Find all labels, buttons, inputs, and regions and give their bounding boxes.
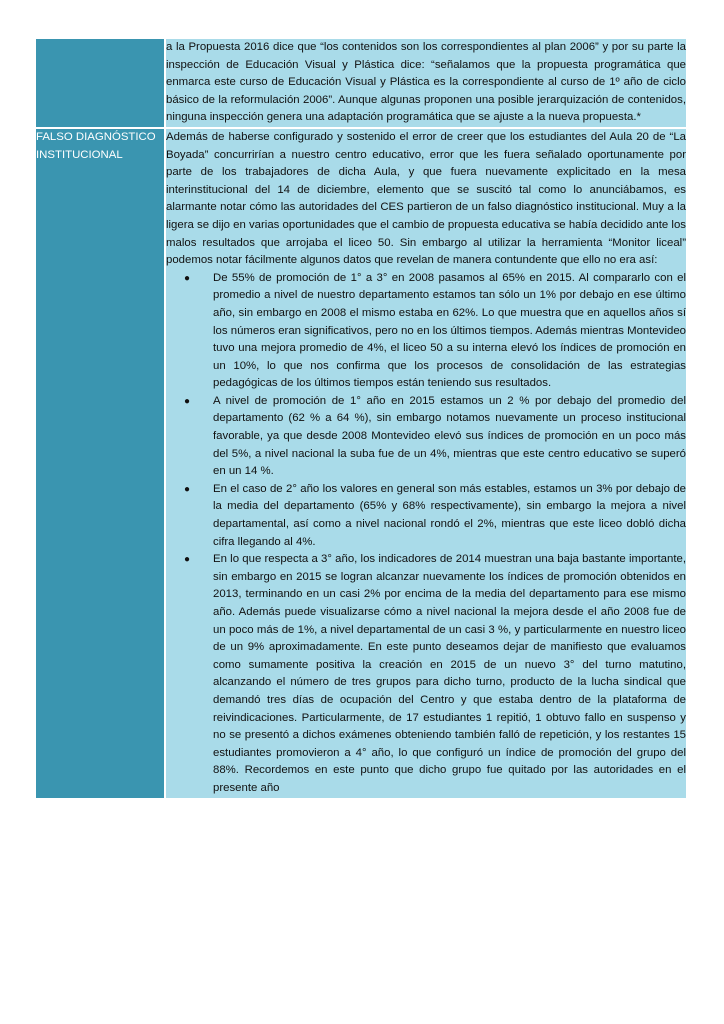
bullet-icon: ● bbox=[184, 483, 191, 495]
document-table bbox=[36, 39, 686, 800]
bullet-text: En el caso de 2° año los valores en general son más estables, estamos un 3% por debajo de la media del departamento (65% y 68% respectivamente), sin embargo la mejora a nivel departamental, así como a nivel nacional rondó el 2%, mientras que este liceo dobló dicha cifra llegando al 4%. bbox=[213, 482, 686, 548]
table-row bbox=[36, 128, 686, 799]
bullet-list bbox=[166, 270, 686, 798]
bullet-icon: ● bbox=[184, 395, 191, 407]
bullet-icon: ● bbox=[184, 272, 191, 284]
bullet-icon: ● bbox=[184, 554, 191, 566]
row-label-falso-diagnostico: FALSO DIAGNÓSTICO INSTITUCIONAL bbox=[36, 128, 165, 799]
row-label-cell bbox=[36, 39, 165, 128]
table-row bbox=[36, 39, 686, 128]
paragraph: Además de haberse configurado y sostenido el error de creer que los estudiantes del Aula 20 de “La Boyada” concurrirían a nuestro centro educativo, error que les fuera señalado oportunamente por parte de los trabajadores de dicha Aula, y que fuera nuevamente explicitado en la mesa interinstitucional del 14 de diciembre, elemento que se suscitó tal como lo anunciábamos, es alarmante notar cómo las autoridades del CES partieron de un falso diagnóstico institucional. Muy a la ligera se dijo en varias oportunidades que el cambio de propuesta educativa se había decidido ante los malos resultados que arrojaba el liceo 50. Sin embargo al utilizar la herramienta “Monitor liceal” podemos notar fácilmente algunos datos que revelan de manera contundente que ello no era así: bbox=[166, 130, 686, 267]
bullet-text: En lo que respecta a 3° año, los indicadores de 2014 muestran una baja bastante importante, sin embargo en 2015 se logran alcanzar nuevamente los índices de promoción obtenidos en 2013, terminando en un casi 2% por encima de la media del departamento para ese mismo año. Además puede visualizarse cómo a nivel nacional la mejora desde el año 2008 fue de un poco más de 1%, a nivel departamental de un casi 3 %, y particularmente en nuestro liceo de un 9% aproximadamente. En este punto deseamos dejar de manifiesto que evaluamos como sumamente positiva la creación en 2015 de un nuevo 3° del turno matutino, alcanzando el número de tres grupos para dicho turno, producto de la lucha sindical que demandó tres días de ocupación del Centro y que estaba dentro de la plataforma de reivindicaciones. Particularmente, de 17 estudiantes 1 repitió, 1 obtuvo fallo en suspenso y no se presentó a dichos exámenes obteniendo también falló de repetición, y los restantes 15 estudiantes promovieron a 4° año, lo que configuró un índice de promoción del grupo del 88%. Recordemos en este punto que dicho grupo fue quitado por las autoridades en el presente año bbox=[213, 553, 686, 794]
row-content-cell bbox=[165, 39, 686, 128]
list-item bbox=[184, 481, 686, 551]
list-item bbox=[184, 551, 686, 797]
list-item bbox=[184, 393, 686, 481]
list-item bbox=[184, 270, 686, 393]
paragraph: a la Propuesta 2016 dice que “los contenidos son los correspondientes al plan 2006” y por su parte la inspección de Educación Visual y Plástica dice: “señalamos que la propuesta programática que enmarca este curso de Educación Visual y Plástica es la correspondiente al curso de 1º año de ciclo básico de la reformulación 2006”. Aunque algunas proponen una posible jerarquización de contenidos, ninguna inspección genera una adaptación programática que se ajuste a la nueva propuesta.* bbox=[166, 41, 686, 124]
bullet-text: A nivel de promoción de 1° año en 2015 estamos un 2 % por debajo del promedio del departamento (62 % a 64 %), sin embargo notamos nuevamente un proceso institucional favorable, ya que desde 2008 Montevideo elevó sus índices de promoción en un poco más del 5%, a nivel nacional la suba fue de un 4%, mientras que este centro educativo se superó en un 14 %. bbox=[213, 394, 686, 478]
row-content-cell bbox=[165, 128, 686, 799]
bullet-text: De 55% de promoción de 1° a 3° en 2008 pasamos al 65% en 2015. Al compararlo con el promedio a nivel de nuestro departamento estamos tan sólo un 1% por debajo en ese último año, sin embargo en 2008 el mismo estaba en 62%. Lo que muestra que en aquellos años sí los números eran significativos, pero no en los últimos tiempos. Además mientras Montevideo tuvo una mejora promedio de 4%, el liceo 50 a su interna elevó los índices de promoción en un 10%, lo que nos confirma que los procesos de consolidación de las estrategias pedagógicas de los últimos tiempos están teniendo sus resultados. bbox=[213, 271, 686, 390]
